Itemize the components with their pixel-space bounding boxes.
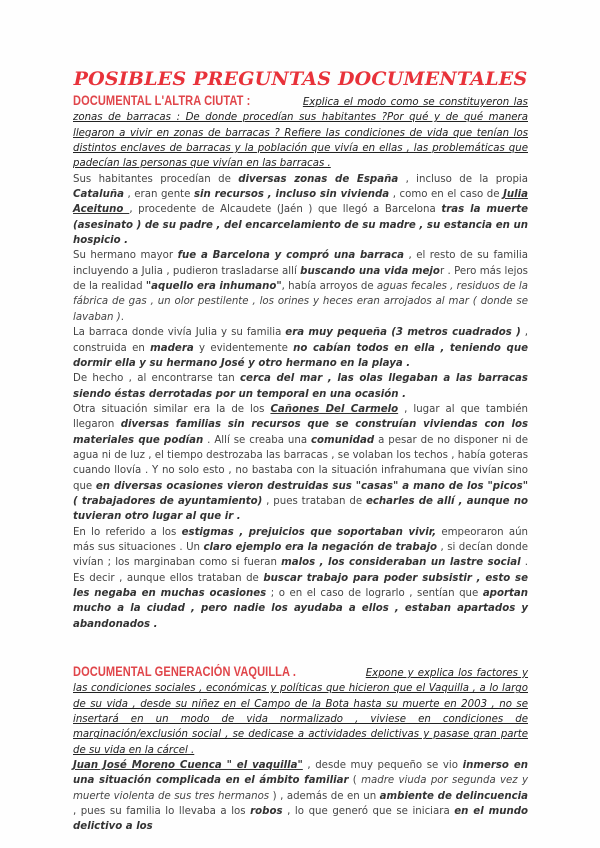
emphasis: malos , los consideraban un lastre social (281, 557, 521, 569)
text: ( (348, 775, 362, 787)
text: , construida en (73, 327, 528, 354)
emphasis: inmerso en una situación complicada en el ámbito familiar (73, 760, 528, 787)
emphasis: robos (250, 806, 283, 818)
text: La barraca donde vivía Julia y su familia (73, 327, 286, 339)
person-name: Julia Aceituno (73, 189, 528, 216)
text: , lo que generó que se iniciara (282, 806, 455, 818)
emphasis: madera (150, 342, 194, 354)
section1-paragraph-4 (73, 371, 528, 402)
text: . Allí se creaba una (203, 434, 312, 446)
section2-paragraph-1 (73, 758, 528, 835)
person-name: Juan José Moreno Cuenca " el vaquilla" (73, 760, 303, 772)
emphasis: comunidad (311, 434, 375, 446)
text: , como en el caso de (389, 189, 504, 201)
section2-heading: DOCUMENTAL GENERACIÓN VAQUILLA . (73, 664, 297, 680)
text: , lugar al que también llegaron (73, 403, 529, 431)
emphasis: no cabían todos en ella , teniendo que dormir ella y su hermano José y otro hermano en la playa . (73, 342, 528, 369)
section1-paragraph-2 (73, 248, 528, 325)
emphasis: sin recursos , incluso sin vivienda (193, 189, 390, 201)
emphasis: echarles de allí , aunque no tuvieran otro lugar al que ir . (73, 495, 528, 523)
section2-intro (73, 664, 528, 758)
section1-paragraph-1 (73, 172, 528, 249)
emphasis: en el mundo delictivo a los (73, 806, 529, 833)
text: ) , además de en un (269, 790, 380, 802)
text: , incluso de la propia (398, 173, 528, 185)
emphasis: buscando una vida mejo (300, 265, 440, 277)
text: . Es decir , aunque ellos trataban de (73, 557, 528, 584)
emphasis: estigmas , prejuicios que soportaban vivir, (181, 526, 437, 538)
text: Sus habitantes procedían de (73, 173, 239, 185)
section1-question: Explica el modo como se constituyeron las zonas de barracas : De donde procedían sus habitantes ?Por qué y de qué manera llegaron a vivir en zonas de barracas ? Refiere las condiciones de vida que tenían los distintos enclaves de barracas y la población que vivía en ellas , las problemáticas que padecían las personas que vivían en las barracas . (73, 97, 528, 170)
emphasis: en diversas ocasiones vieron destruidas sus "casas" a mano de los "picos" ( trabajadores de ayuntamiento) (73, 480, 528, 507)
emphasis: Cataluña (73, 189, 124, 201)
emphasis: ambiente de delincuencia (379, 790, 528, 802)
text: , pues trataban de (262, 495, 366, 507)
italic-text: aguas fecales , residuos de la fábrica de gas , un olor pestilente , los orines y heces eran arrojados al mar ( donde se lavaban ) (73, 281, 528, 323)
text: , pues su familia lo llevaba a los (73, 806, 251, 818)
text: Otra situación similar era la de los (73, 403, 271, 415)
emphasis: tras la muerte (asesinato ) de su padre , del encarcelamiento de su madre , su estancia en un hospicio . (73, 204, 529, 247)
text: empeoraron aún más sus situaciones . Un (73, 526, 528, 553)
emphasis: diversas zonas de España (238, 173, 399, 185)
text: , si decían donde vivían ; los marginaban como si fueran (73, 541, 528, 569)
text: , procedente de Alcaudete (Jaén ) que llegó a Barcelona (129, 204, 442, 216)
text: ; o en el caso de lograrlo , sentían que (266, 588, 483, 599)
text: , el resto de su familia incluyendo a Julia , pudieron trasladarse allí (73, 250, 528, 277)
text: a pesar de no disponer ni de agua ni de luz , el tiempo destrozaba las barracas , se volaban los techos , había goteras cuando llovía . Y no solo esto , no bastaba con la situación infrahumana que vivían sino que (73, 434, 528, 492)
emphasis: fue a Barcelona y compró una barraca (177, 250, 404, 262)
text: , desde muy pequeño se vio (302, 760, 463, 772)
place-name: Cañones Del Carmelo (270, 403, 399, 415)
emphasis: aportan mucho a la ciudad , pero nadie los ayudaba a ellos , estaban apartados y abandonados . (73, 588, 528, 630)
text: En lo referido a los (73, 526, 182, 538)
section1-paragraph-6 (73, 525, 528, 632)
emphasis: buscar trabajo para poder subsistir , esto se les negaba en muchas ocasiones (73, 572, 529, 599)
section-spacer (73, 632, 528, 664)
text: Su hermano mayor (73, 250, 178, 262)
text: . (120, 311, 124, 323)
section1-paragraph-3 (73, 325, 528, 371)
text: , eran gente (123, 189, 194, 201)
text: y evidentemente (193, 342, 294, 354)
text: De hecho , al encontrarse tan (73, 373, 241, 385)
document-title: POSIBLES PREGUNTAS DOCUMENTALES (73, 68, 528, 90)
text: r . Pero más lejos de la realidad (73, 265, 528, 293)
section1-heading: DOCUMENTAL L'ALTRA CIUTAT : (73, 93, 251, 108)
emphasis: claro ejemplo era la negación de trabajo (203, 541, 438, 553)
section2-question: Expone y explica los factores y las condiciones sociales , económicas y políticas que hicieron que el Vaquilla , a lo largo de su vida , desde su niñez en el Campo de la Bota hasta su muerte en 2003 , no se insertará en un modo de vida normalizado , viviese en condiciones de marginación/exclusión social , se dedicase a actividades delictivas y pasase gran parte de su vida en la cárcel . (73, 668, 529, 756)
section1-intro (73, 93, 528, 172)
document-page (73, 66, 528, 835)
italic-text: madre viuda por segunda vez y muerte violenta de sus tres hermanos (73, 775, 528, 802)
emphasis: diversas familias sin recursos que se construían viviendas con los materiales que podían (73, 419, 529, 446)
text: , había arroyos de (281, 281, 377, 293)
quote: "aquello era inhumano" (145, 281, 282, 293)
emphasis: cerca del mar , las olas llegaban a las barracas siendo éstas derrotadas por un temporal en una ocasión . (73, 373, 528, 400)
section1-paragraph-5 (73, 402, 528, 525)
emphasis: era muy pequeña (3 metros cuadrados ) (285, 327, 521, 339)
